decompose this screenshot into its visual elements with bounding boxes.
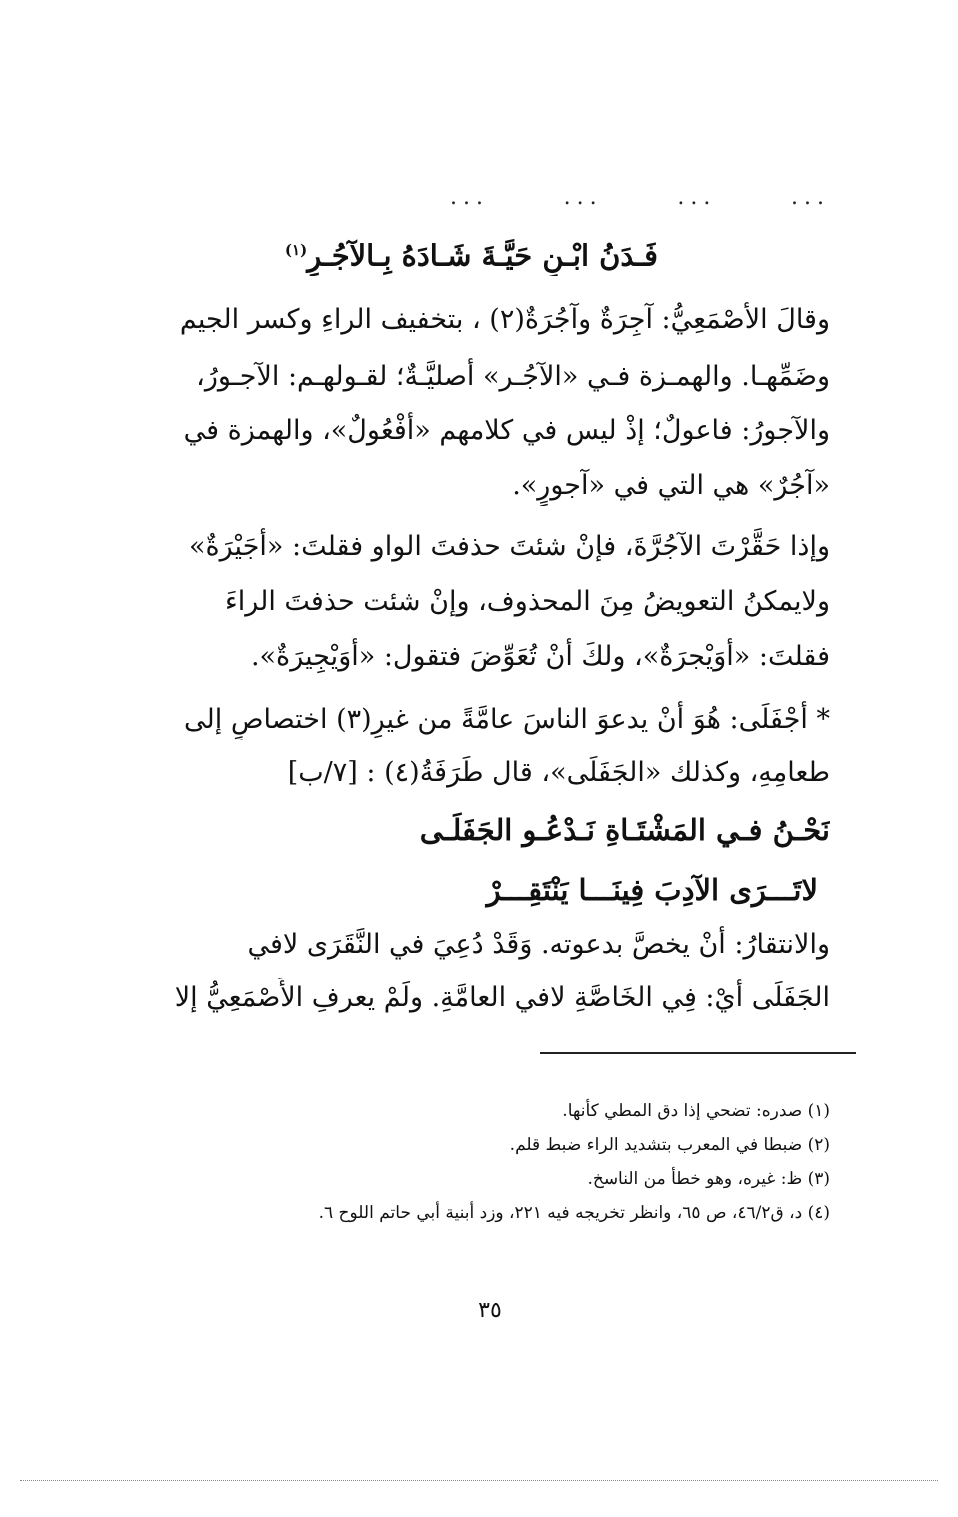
para4-line-1: والانتقارُ: أنْ يخصَّ بدعوته. وَقَدْ دُعِيَ في النَّقَرَى لافي bbox=[247, 929, 830, 960]
para3-line-2: طعامِهِ، وكذلك «الجَفَلَى»، قال طَرَفَةُ(٤) : [٧/ب] bbox=[287, 757, 830, 788]
para3-line-1: * أَجْفَلَى: هُوَ أنْ يدعوَ الناسَ عامَّةً من غيرِ(٣) اختصاصٍ إلى bbox=[184, 704, 830, 735]
dots-3: ... bbox=[677, 185, 717, 210]
verse-1 bbox=[188, 230, 658, 276]
footnote-divider bbox=[540, 1052, 856, 1054]
para2-line-1: وإذا حَقَّرْتَ الآجُرَّةَ، فإنْ شئتَ حذفتَ الواو فقلتَ: «أُجَيْرَةٌ» bbox=[188, 531, 830, 562]
para1-line-4: «آجُرٌ» هي التي في «آجورٍ». bbox=[512, 470, 830, 501]
dots-2: ... bbox=[563, 185, 603, 210]
para2-line-2: ولايمكنُ التعويضُ مِنَ المحذوف، وإنْ شئت حذفتَ الراءَ bbox=[225, 586, 830, 617]
verse-2-line-1: نَحْـنُ فـي المَشْتَـاةِ نَـدْعُـو الجَفَلَـى bbox=[419, 813, 830, 847]
separator-dots bbox=[450, 185, 830, 210]
para4-line-2: الجَفَلَى أيْ: فِي الخَاصَّةِ لافي العامَّةِ. ولَمْ يعرفِ الأَصْمَعِيُّ إلا bbox=[174, 982, 830, 1013]
dots-1: ... bbox=[450, 185, 489, 210]
para1-line-2: وضَمِّهـا. والهمـزة فـي «الآجُـر» أصليَّـةٌ؛ لقـولهـم: الآجـورُ، bbox=[196, 361, 830, 392]
verse-1-text: فَـدَنُ ابْـنِ حَيَّـةَ شَـادَهُ بِـالآجُـرِ bbox=[307, 238, 658, 273]
para1-line-3: والآجورُ: فاعولٌ؛ إذْ ليس في كلامهم «أَفْعُولٌ»، والهمزة في bbox=[183, 415, 830, 446]
dots-4: ... bbox=[791, 185, 830, 210]
verse-2-line-2: لاتَـــرَى الآدِبَ فِينَـــا يَنْتَقِـــرْ bbox=[486, 873, 818, 907]
scan-edge-line bbox=[20, 1480, 938, 1481]
footnote-4: (٤) د، ق٤٦/٢، ص ٦٥، وانظر تخريجه فيه ٢٢١، وزد أبنية أبي حاتم اللوح ٦. bbox=[318, 1203, 830, 1223]
page-number: ٣٥ bbox=[478, 1298, 502, 1323]
footnote-1: (١) صدره: تضحي إذا دق المطي كأنها. bbox=[562, 1101, 830, 1121]
footnote-ref-1: (١) bbox=[284, 241, 308, 259]
para1-line-1: وقالَ الأصْمَعِيُّ: آجِرَةٌ وآجُرَةٌ(٢) ، بتخفيف الراءِ وكسر الجيم bbox=[179, 304, 830, 335]
footnote-2: (٢) ضبطا في المعرب بتشديد الراء ضبط قلم. bbox=[509, 1135, 830, 1155]
footnote-3: (٣) ظ: غيره، وهو خطأ من الناسخ. bbox=[587, 1169, 830, 1189]
para2-line-3: فقلتَ: «أُوَيْجرَةٌ»، ولكَ أنْ تُعَوِّضَ فتقول: «أُوَيْجِيرَةٌ». bbox=[250, 641, 830, 672]
